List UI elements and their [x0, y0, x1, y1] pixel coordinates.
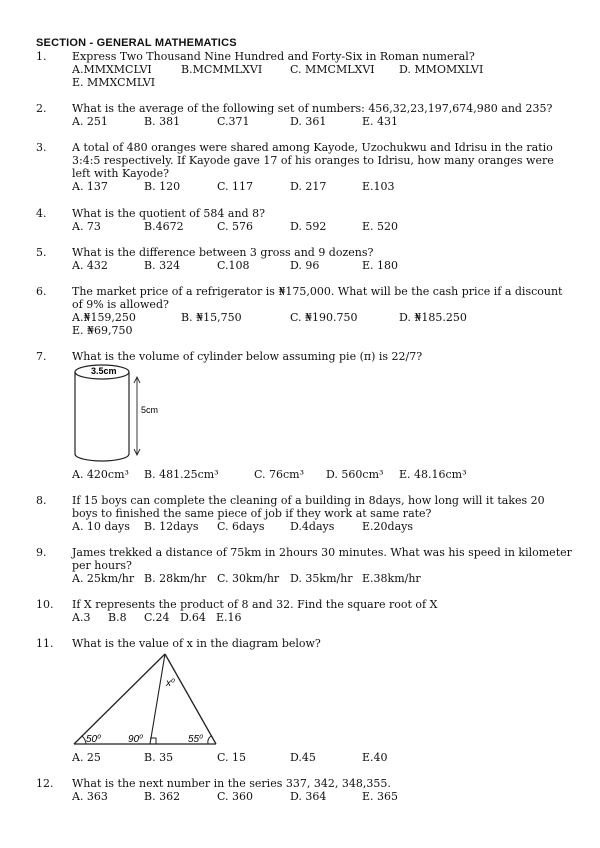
height-label: 5cm	[141, 405, 159, 415]
options-row	[72, 468, 572, 481]
option-b: B. 35	[144, 751, 174, 764]
option-c: C.24	[144, 611, 170, 624]
option-b: B. 324	[144, 259, 181, 272]
question-text: What is the average of the following set of numbers: 456,32,23,197,674,980 and 235?	[72, 102, 553, 115]
option-e: E. 180	[362, 259, 399, 272]
question-number: 9.	[36, 546, 47, 559]
question-text: Express Two Thousand Nine Hundred and Forty-Six in Roman numeral?	[72, 50, 475, 63]
question-text: If X represents the product of 8 and 32. Find the square root of X	[72, 598, 438, 611]
option-b: B. ₦15,750	[181, 311, 242, 324]
option-c: C. ₦190.750	[290, 311, 358, 324]
angle-mid-label: 90⁰	[128, 734, 144, 745]
question-text: James trekked a distance of 75km in 2hours 30 minutes. What was his speed in kilometer per hours?	[72, 546, 572, 572]
option-e: E. 520	[362, 220, 399, 233]
option-d: D. 592	[290, 220, 327, 233]
option-b: B. 28km/hr	[144, 572, 207, 585]
section-title: SECTION - GENERAL MATHEMATICS	[36, 37, 237, 49]
option-a: A. 25km/hr	[72, 572, 135, 585]
question-text: What is the next number in the series 337, 342, 348,355.	[72, 777, 391, 790]
option-e: E.38km/hr	[362, 572, 421, 585]
option-a: A. 251	[72, 115, 108, 128]
option-e: E.40	[362, 751, 388, 764]
option-b: B.8	[108, 611, 127, 624]
option-a: A. 73	[72, 220, 101, 233]
options-row	[72, 790, 572, 803]
question-number: 5.	[36, 246, 47, 259]
diameter-label: 3.5cm	[91, 366, 117, 376]
option-d: D. ₦185.250	[399, 311, 467, 324]
cylinder-bottom	[75, 454, 129, 461]
option-b: B. 362	[144, 790, 181, 803]
question-text: What is the volume of cylinder below assuming pie (π) is 22/7?	[72, 350, 423, 363]
options-row	[72, 572, 572, 585]
option-b: B.4672	[144, 220, 184, 233]
options-row	[72, 115, 572, 128]
question-number: 11.	[36, 637, 54, 650]
option-c: C. 6days	[217, 520, 265, 533]
option-a: A.₦159,250	[72, 311, 136, 324]
question-text: A total of 480 oranges were shared among Kayode, Uzochukwu and Idrisu in the ratio 3:4:5 respectively. If Kayode gave 17 of his oranges to Idrisu, how many oranges were left with Kayode?	[72, 141, 554, 180]
option-a: A. 420cm³	[72, 468, 129, 481]
options-row	[72, 751, 572, 764]
options-row	[72, 63, 572, 76]
question-number: 12.	[36, 777, 54, 790]
options-row	[72, 311, 572, 324]
question-number: 4.	[36, 207, 47, 220]
option-c: C. MMCMLXVI	[290, 63, 375, 76]
option-d: D.45	[290, 751, 316, 764]
option-e: E.20days	[362, 520, 413, 533]
option-e: E. ₦69,750	[72, 324, 133, 337]
option-e: E.16	[216, 611, 242, 624]
angle-left-label: 50⁰	[86, 734, 102, 745]
option-c: C.108	[217, 259, 250, 272]
cylinder-diagram	[70, 362, 180, 467]
option-d: D.4days	[290, 520, 335, 533]
option-e: E.103	[362, 180, 395, 193]
option-b: B. 381	[144, 115, 181, 128]
option-b: B.MCMMLXVI	[181, 63, 263, 76]
option-c: C. 360	[217, 790, 254, 803]
option-d: D. 35km/hr	[290, 572, 353, 585]
option-d: D. 364	[290, 790, 327, 803]
option-c: C. 117	[217, 180, 254, 193]
angle-arc-right	[208, 736, 211, 744]
option-b: B. 120	[144, 180, 181, 193]
option-a: A.MMXMCLVI	[72, 63, 152, 76]
question-text: What is the quotient of 584 and 8?	[72, 207, 265, 220]
angle-x-label: x⁰	[166, 678, 176, 689]
triangle-left-side	[74, 654, 165, 744]
option-e: E. MMXCMLVI	[72, 76, 156, 89]
question-number: 1.	[36, 50, 47, 63]
options-row	[72, 611, 572, 624]
option-a: A.3	[72, 611, 91, 624]
option-b: B. 481.25cm³	[144, 468, 219, 481]
options-row-2	[72, 324, 572, 337]
options-row	[72, 220, 572, 233]
option-a: A. 137	[72, 180, 108, 193]
question-number: 8.	[36, 494, 47, 507]
question-text: What is the value of x in the diagram below?	[72, 637, 321, 650]
question-number: 6.	[36, 285, 47, 298]
option-d: D. 560cm³	[326, 468, 384, 481]
triangle-right-side	[165, 654, 216, 744]
option-e: E. 365	[362, 790, 399, 803]
question-number: 3.	[36, 141, 47, 154]
option-c: C. 15	[217, 751, 247, 764]
option-a: A. 363	[72, 790, 108, 803]
option-e: E. 48.16cm³	[399, 468, 467, 481]
options-row-2	[72, 76, 572, 89]
option-b: B. 12days	[144, 520, 199, 533]
question-text: If 15 boys can complete the cleaning of a building in 8days, how long will it takes 20 boys to finished the same piece of job if they work at same rate?	[72, 494, 545, 520]
option-c: C. 576	[217, 220, 254, 233]
option-d: D. 96	[290, 259, 320, 272]
question-text: The market price of a refrigerator is ₦175,000. What will be the cash price if a discount of 9% is allowed?	[72, 285, 563, 311]
option-d: D. MMOMXLVI	[399, 63, 484, 76]
options-row	[72, 520, 572, 533]
option-c: C.371	[217, 115, 250, 128]
options-row	[72, 180, 572, 193]
option-d: D. 217	[290, 180, 327, 193]
question-number: 7.	[36, 350, 47, 363]
option-a: A. 432	[72, 259, 108, 272]
angle-right-label: 55⁰	[188, 734, 204, 745]
question-number: 10.	[36, 598, 54, 611]
option-a: A. 25	[72, 751, 101, 764]
option-c: C. 30km/hr	[217, 572, 280, 585]
option-c: C. 76cm³	[254, 468, 305, 481]
option-d: D. 361	[290, 115, 327, 128]
option-a: A. 10 days	[72, 520, 130, 533]
question-number: 2.	[36, 102, 47, 115]
option-d: D.64	[180, 611, 206, 624]
option-e: E. 431	[362, 115, 399, 128]
question-text: What is the difference between 3 gross and 9 dozens?	[72, 246, 374, 259]
options-row	[72, 259, 572, 272]
triangle-diagram	[70, 648, 240, 748]
